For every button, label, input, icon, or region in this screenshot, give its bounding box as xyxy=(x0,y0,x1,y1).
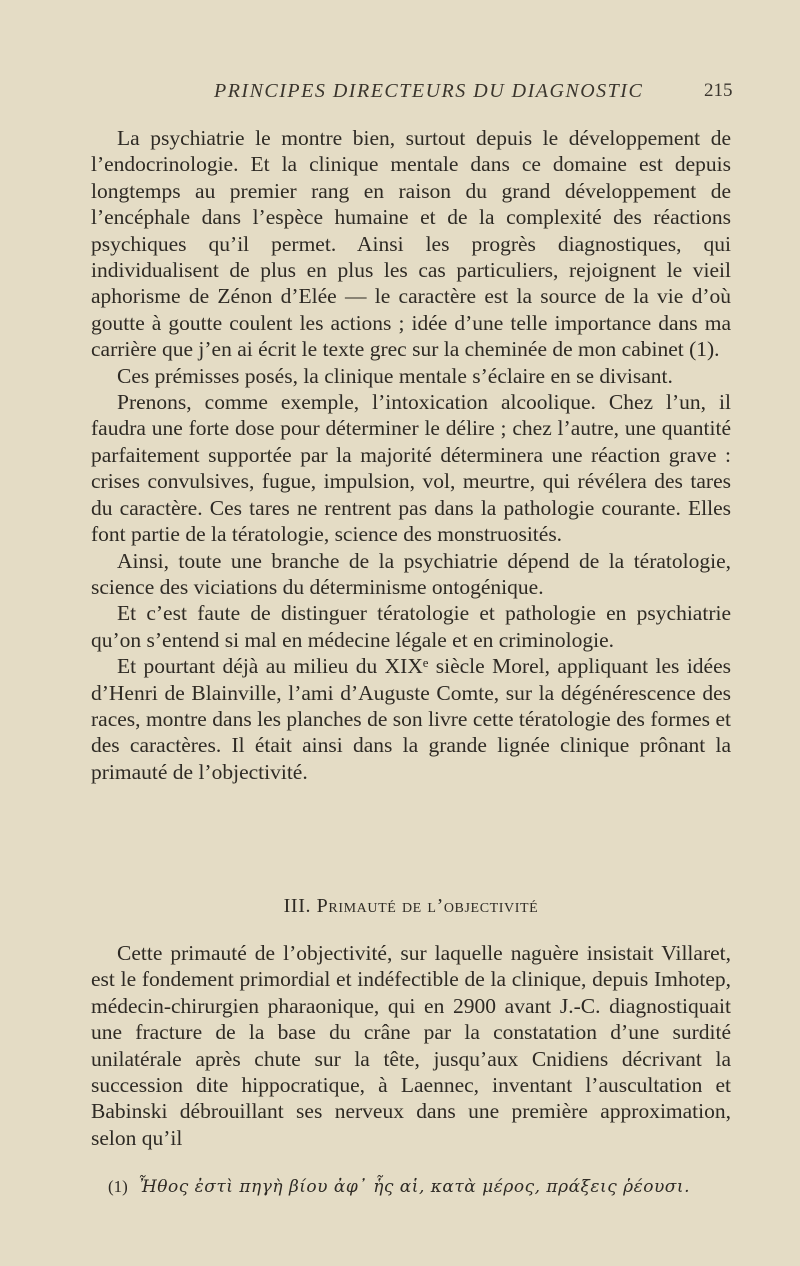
paragraph: Cette primauté de l’objectivité, sur laquelle naguère insistait Villaret, est le fondement primordial et indéfectible de la clinique, depuis Imhotep, médecin-chirurgien pharaonique, qui en 2900 avant J.-C. diagnostiquait une fracture de la base du crâne par la constatation d’une surdité unilatérale après chute sur la tête, jusqu’aux Cnidiens décrivant la succession dite hippocratique, à Laennec, inventant l’auscultation et Babinski débrouillant ses nerveux dans une première approximation, selon qu’il xyxy=(91,941,731,1150)
running-title: PRINCIPES DIRECTEURS DU DIAGNOSTIC xyxy=(214,80,644,102)
paragraph: Et c’est faute de distinguer tératologie et pathologie en psychiatrie qu’on s’entend si mal en médecine légale et en criminologie. xyxy=(91,601,731,652)
running-header xyxy=(0,80,800,104)
footnote-marker: (1) xyxy=(108,1177,128,1196)
paragraph: La psychiatrie le montre bien, surtout depuis le développement de l’endocrinologie. Et la clinique mentale dans ce domaine est depuis longtemps au premier rang en raison du grand développement de l’encéphale dans l’espèce humaine et de la complexité des réactions psychiques qu’il permet. Ainsi les progrès diagnostiques, qui individualisent de plus en plus les cas particuliers, rejoignent le vieil aphorisme de Zénon d’Elée — le caractère est la source de la vie d’où goutte à goutte coulent les actions ; idée d’une telle importance dans ma carrière que j’en ai écrit le texte grec sur la cheminée de mon cabinet (1). xyxy=(91,126,731,362)
section-heading xyxy=(91,893,731,919)
section-title: Primauté de l’objectivité xyxy=(316,895,539,917)
paragraph: Prenons, comme exemple, l’intoxication alcoolique. Chez l’un, il faudra une forte dose pour déterminer le délire ; chez l’autre, une quantité parfaitement supportée par la majorité déterminera une réaction grave : crises convulsives, fugue, impulsion, vol, meurtre, qui révélera des tares du caractère. Ces tares ne rentrent pas dans la pathologie courante. Elles font partie de la tératologie, science des monstruosités. xyxy=(91,390,731,547)
paragraph: Ces prémisses posés, la clinique mentale s’éclaire en se divisant. xyxy=(117,363,673,388)
paragraph: Ainsi, toute une branche de la psychiatrie dépend de la tératologie, science des viciations du déterminisme ontogénique. xyxy=(91,548,731,599)
paragraph: Et pourtant déjà au milieu du XIXᵉ siècle Morel, appliquant les idées d’Henri de Blainville, l’ami d’Auguste Comte, sur la dégénérescence des races, montre dans les planches de son livre cette tératologie des formes et des caractères. Il était ainsi dans la grande lignée clinique prônant la primauté de l’objectivité. xyxy=(91,654,731,784)
section-numeral: III. xyxy=(283,895,312,917)
footnote xyxy=(108,1176,708,1198)
footnote-text: Ἦθος ἐστὶ πηγὴ βίου ἀφ᾽ ἧς αἱ, κατὰ μέρος, πράξεις ῥέουσι. xyxy=(138,1177,690,1197)
main-text xyxy=(91,125,731,785)
section-text xyxy=(91,940,731,1151)
page-number: 215 xyxy=(704,80,733,101)
